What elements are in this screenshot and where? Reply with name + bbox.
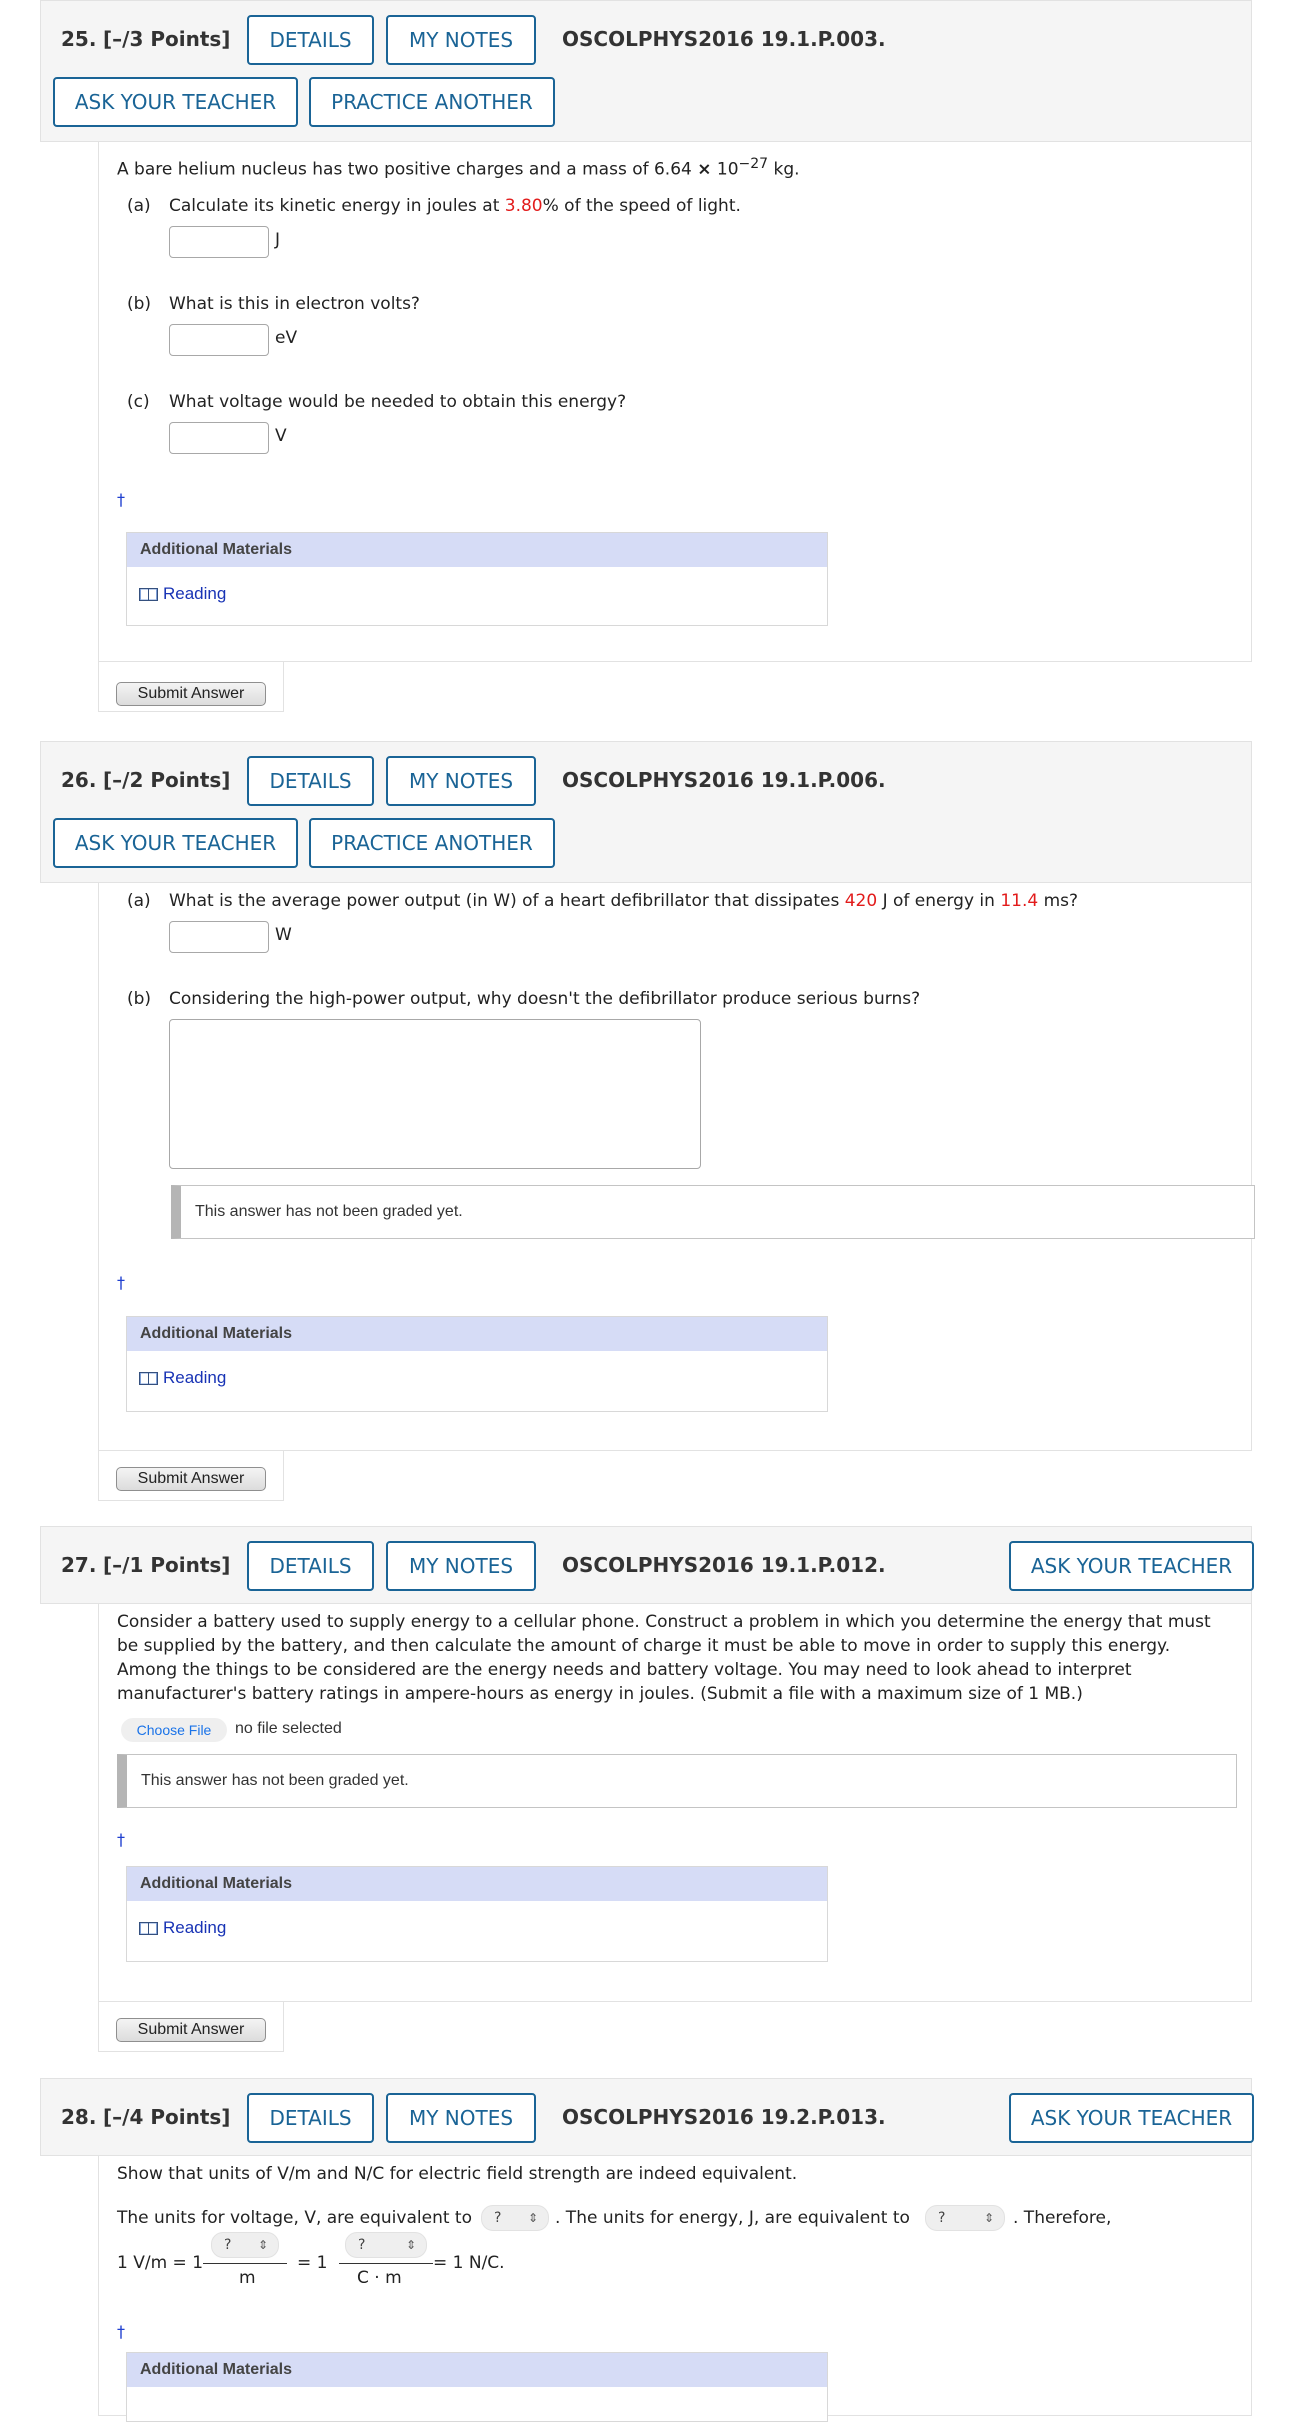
question-intro [117,152,800,182]
fraction2-numerator-select[interactable] [345,2232,427,2258]
chevron-updown-icon: ⇕ [527,2211,538,2225]
problem-line-2: be supplied by the battery, and then calculate the amount of charge it must be able to move in order to supply this energy. [117,1636,1171,1656]
unit-label: J [275,230,281,250]
my-notes-button[interactable]: MY NOTES [386,756,536,806]
question-code: OSCOLPHYS2016 19.1.P.006. [562,768,886,792]
book-icon [139,1371,158,1386]
select-value: ? [358,2237,366,2253]
intro-text-pre: A bare helium nucleus has two positive charges and a mass of 6.64 [117,159,698,180]
fraction2-denominator: C · m [357,2268,402,2288]
question-header-26 [40,741,1252,883]
ask-your-teacher-button[interactable]: ASK YOUR TEACHER [53,77,298,127]
not-graded-notice: This answer has not been graded yet. [117,1754,1237,1808]
dagger-link[interactable]: † [117,1273,125,1292]
part-label-c: (c) [127,392,150,412]
no-file-selected: no file selected [235,1720,342,1737]
my-notes-button[interactable]: MY NOTES [386,15,536,65]
fraction-bar [339,2263,433,2264]
part-text-c: What voltage would be needed to obtain this energy? [169,392,627,412]
my-notes-button[interactable]: MY NOTES [386,1541,536,1591]
not-graded-notice: This answer has not been graded yet. [171,1185,1255,1239]
submit-answer-button[interactable]: Submit Answer [116,682,266,706]
additional-materials-panel [126,1316,828,1412]
exponent: −27 [738,156,769,172]
equation-mid: = 1 [297,2253,328,2273]
times-symbol: × [697,159,712,180]
details-button[interactable]: DETAILS [247,756,374,806]
ask-your-teacher-button[interactable]: ASK YOUR TEACHER [53,818,298,868]
practice-another-button[interactable]: PRACTICE ANOTHER [309,77,555,127]
voltage-units-select[interactable] [481,2205,549,2231]
my-notes-button[interactable]: MY NOTES [386,2093,536,2143]
part-label-a: (a) [127,891,151,911]
answer-input-c[interactable] [169,422,269,454]
additional-materials-panel [126,532,828,626]
question-header-25 [40,0,1252,142]
fraction-bar [203,2263,287,2264]
answer-input-a[interactable] [169,226,269,258]
question-code: OSCOLPHYS2016 19.1.P.012. [562,1553,886,1577]
chevron-updown-icon: ⇕ [257,2238,268,2252]
reading-link[interactable] [139,1918,226,1938]
reading-label: Reading [163,1368,227,1387]
problem-line-3: Among the things to be considered are the energy needs and battery voltage. You may need to look ahead to interpret [117,1660,1132,1680]
practice-another-button[interactable]: PRACTICE ANOTHER [309,818,555,868]
part-label-b: (b) [127,294,152,314]
dagger-link[interactable]: † [117,1830,125,1849]
given-value: 3.80 [504,196,543,216]
dagger-link[interactable]: † [117,490,125,509]
book-icon [139,587,158,602]
reading-label: Reading [163,1918,227,1937]
fraction1-numerator-select[interactable] [211,2232,279,2258]
unit-label: eV [275,328,298,348]
chevron-updown-icon: ⇕ [405,2238,416,2252]
chevron-updown-icon: ⇕ [983,2211,994,2225]
reading-link[interactable] [139,584,226,604]
unit-label: V [275,426,287,446]
ask-your-teacher-button[interactable]: ASK YOUR TEACHER [1009,1541,1254,1591]
given-value-time: 11.4 [1000,891,1039,911]
answer-input-b[interactable] [169,324,269,356]
intro-text-post: kg. [768,159,800,180]
choose-file-button[interactable]: Choose File [121,1718,227,1742]
submit-answer-button[interactable]: Submit Answer [116,1467,266,1491]
voltage-units-text: The units for voltage, V, are equivalent to [117,2208,472,2228]
part-label-a: (a) [127,196,151,216]
equation-end: = 1 N/C. [433,2253,505,2273]
part-text-post: ms? [1038,891,1079,911]
select-value: ? [494,2210,502,2226]
additional-materials-title: Additional Materials [127,1317,827,1351]
question-points: [–/4 Points] [103,2105,231,2129]
question-header-28 [40,2078,1252,2156]
additional-materials-panel [126,1866,828,1962]
question-number: 25. [61,27,97,51]
part-text-b: What is this in electron volts? [169,294,420,314]
details-button[interactable]: DETAILS [247,2093,374,2143]
question-points: [–/2 Points] [103,768,231,792]
answer-textarea-b[interactable] [169,1019,701,1169]
intro-text-mid: 10 [711,159,739,180]
part-text-a [169,889,1078,913]
fraction1-denominator: m [239,2268,256,2288]
part-text-b: Considering the high-power output, why doesn't the defibrillator produce serious burns? [169,989,921,1009]
part-text-pre: What is the average power output (in W) of a heart defibrillator that dissipates [169,891,845,911]
additional-materials-title: Additional Materials [127,2353,827,2387]
part-text-post: % of the speed of light. [542,196,741,216]
problem-line-4: manufacturer's battery ratings in ampere-hours as energy in joules. (Submit a file with a maximum size of 1 MB.) [117,1684,1083,1704]
select-value: ? [938,2210,946,2226]
additional-materials-panel [126,2352,828,2422]
details-button[interactable]: DETAILS [247,15,374,65]
energy-units-text: . The units for energy, J, are equivalent to [555,2208,910,2228]
part-label-b: (b) [127,989,152,1009]
therefore-text: . Therefore, [1013,2208,1112,2228]
dagger-link[interactable]: † [117,2322,125,2341]
question-header-27 [40,1526,1252,1604]
part-text-mid: J of energy in [877,891,1001,911]
part-text-a [169,194,741,218]
part-text-pre: Calculate its kinetic energy in joules at [169,196,505,216]
problem-line-1: Consider a battery used to supply energy to a cellular phone. Construct a problem in which you determine the energy that must [117,1612,1211,1632]
reading-link[interactable] [139,1368,226,1388]
question-code: OSCOLPHYS2016 19.2.P.013. [562,2105,886,2129]
additional-materials-title: Additional Materials [127,1867,827,1901]
select-value: ? [224,2237,232,2253]
equation-start: 1 V/m = 1 [117,2253,204,2273]
question-number: 28. [61,2105,97,2129]
answer-input-a[interactable] [169,921,269,953]
submit-answer-button[interactable]: Submit Answer [116,2018,266,2042]
ask-your-teacher-button[interactable]: ASK YOUR TEACHER [1009,2093,1254,2143]
details-button[interactable]: DETAILS [247,1541,374,1591]
given-value-energy: 420 [844,891,878,911]
unit-label: W [275,925,292,945]
question-intro: Show that units of V/m and N/C for electric field strength are indeed equivalent. [117,2164,798,2184]
energy-units-select[interactable] [925,2205,1005,2231]
reading-label: Reading [163,584,227,603]
question-code: OSCOLPHYS2016 19.1.P.003. [562,27,886,51]
question-number: 26. [61,768,97,792]
question-points: [–/1 Points] [103,1553,231,1577]
question-number: 27. [61,1553,97,1577]
question-points: [–/3 Points] [103,27,231,51]
book-icon [139,1921,158,1936]
additional-materials-title: Additional Materials [127,533,827,567]
